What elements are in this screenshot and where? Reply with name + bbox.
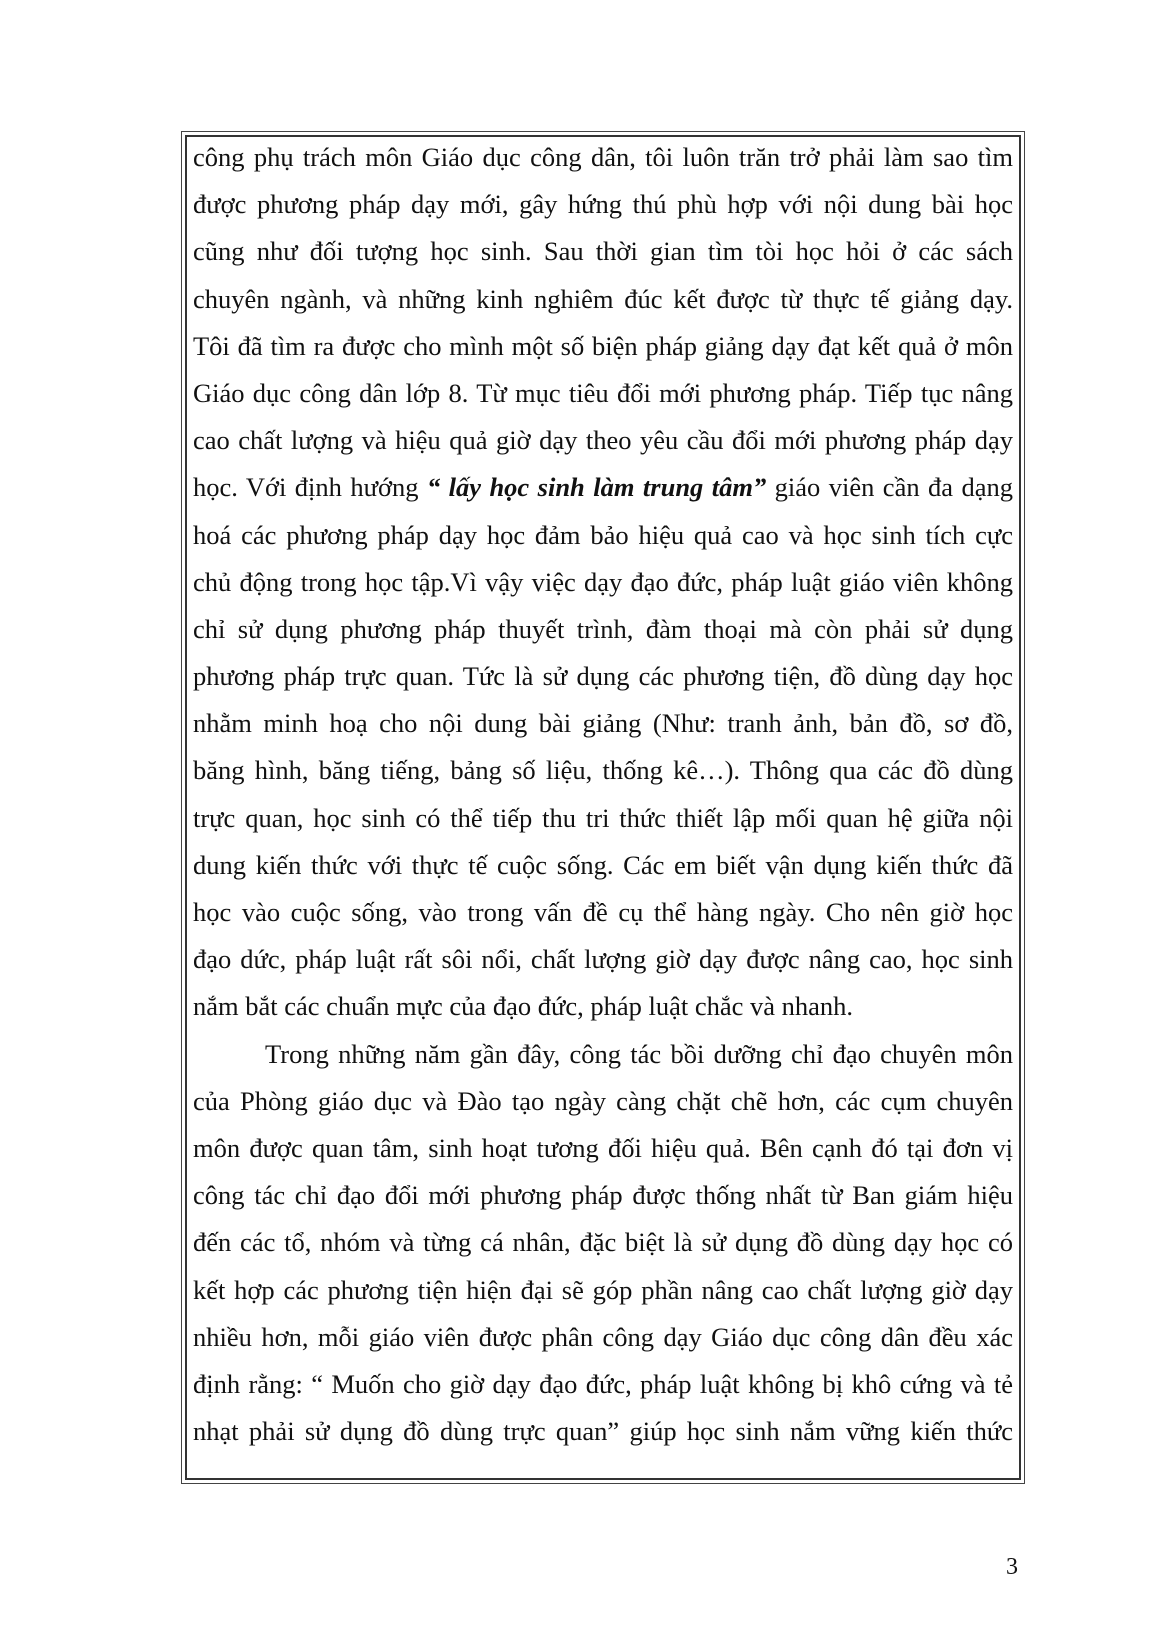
text-line: nắm bắt các chuẩn mực của đạo đức, pháp luật chắc và nhanh.	[193, 991, 854, 1022]
text-line: cao chất lượng và hiệu quả giờ dạy theo yêu cầu đổi mới phương pháp dạy	[193, 425, 1013, 456]
text-line: công tác chỉ đạo đổi mới phương pháp được thống nhất từ Ban giám hiệu	[193, 1180, 1013, 1211]
text-line: phương pháp trực quan. Tức là sử dụng các phương tiện, đồ dùng dạy học	[193, 661, 1013, 692]
text-line: Trong những năm gần đây, công tác bồi dưỡng chỉ đạo chuyên môn	[265, 1038, 1013, 1069]
paragraph-1	[193, 134, 1013, 1031]
text-line: chỉ sử dụng phương pháp thuyết trình, đàm thoại mà còn phải sử dụng	[193, 613, 1013, 644]
text-segment: học. Với định hướng	[193, 472, 427, 503]
text-line: Tôi đã tìm ra được cho mình một số biện pháp giảng dạy đạt kết quả ở môn	[193, 330, 1013, 361]
text-line: của Phòng giáo dục và Đào tạo ngày càng chặt chẽ hơn, các cụm chuyên	[193, 1085, 1013, 1116]
page-number: 3	[1006, 1554, 1018, 1580]
text-line: Giáo dục công dân lớp 8. Từ mục tiêu đổi mới phương pháp. Tiếp tục nâng	[193, 377, 1013, 408]
text-line: chủ động trong học tập.Vì vậy việc dạy đạo đức, pháp luật giáo viên không	[193, 566, 1013, 597]
text-line: công phụ trách môn Giáo dục công dân, tôi luôn trăn trở phải làm sao tìm	[193, 142, 1013, 172]
text-line: nhằm minh hoạ cho nội dung bài giảng (Như: tranh ảnh, bản đồ, sơ đồ,	[193, 708, 1013, 739]
text-line: băng hình, băng tiếng, bảng số liệu, thống kê…). Thông qua các đồ dùng	[193, 755, 1013, 786]
text-line: dung kiến thức với thực tế cuộc sống. Các em biết vận dụng kiến thức đã	[193, 849, 1013, 880]
paragraph-2	[193, 1031, 1013, 1456]
text-line: hoá các phương pháp dạy học đảm bảo hiệu quả cao và học sinh tích cực	[193, 519, 1013, 550]
emphasized-phrase: “ lấy học sinh làm trung tâm”	[426, 472, 767, 503]
text-line: môn được quan tâm, sinh hoạt tương đối hiệu quả. Bên cạnh đó tại đơn vị	[193, 1132, 1013, 1163]
text-line: được phương pháp dạy mới, gây hứng thú phù hợp với nội dung bài học	[193, 189, 1013, 220]
text-line: nhiều hơn, mỗi giáo viên được phân công dạy Giáo dục công dân đều xác	[193, 1321, 1013, 1352]
text-line: cũng như đối tượng học sinh. Sau thời gian tìm tòi học hỏi ở các sách	[193, 236, 1013, 267]
text-line: kết hợp các phương tiện hiện đại sẽ góp phần nâng cao chất lượng giờ dạy	[193, 1274, 1013, 1305]
text-line: nhạt phải sử dụng đồ dùng trực quan” giúp học sinh nắm vững kiến thức	[193, 1416, 1013, 1447]
document-body	[193, 134, 1013, 1455]
text-line-with-emphasis	[193, 464, 1013, 511]
text-line: định rằng: “ Muốn cho giờ dạy đạo đức, pháp luật không bị khô cứng và tẻ	[193, 1368, 1013, 1399]
text-line: đạo dức, pháp luật rất sôi nổi, chất lượng giờ dạy được nâng cao, học sinh	[193, 944, 1013, 975]
text-line: học vào cuộc sống, vào trong vấn đề cụ thể hàng ngày. Cho nên giờ học	[193, 897, 1013, 927]
text-line: trực quan, học sinh có thể tiếp thu tri thức thiết lập mối quan hệ giữa nội	[193, 802, 1013, 833]
text-line: chuyên ngành, và những kinh nghiêm đúc kết được từ thực tế giảng dạy.	[193, 283, 1013, 314]
text-segment: giáo viên cần đa dạng	[766, 472, 1013, 503]
text-line: đến các tổ, nhóm và từng cá nhân, đặc biệt là sử dụng đồ dùng dạy học có	[193, 1227, 1013, 1258]
